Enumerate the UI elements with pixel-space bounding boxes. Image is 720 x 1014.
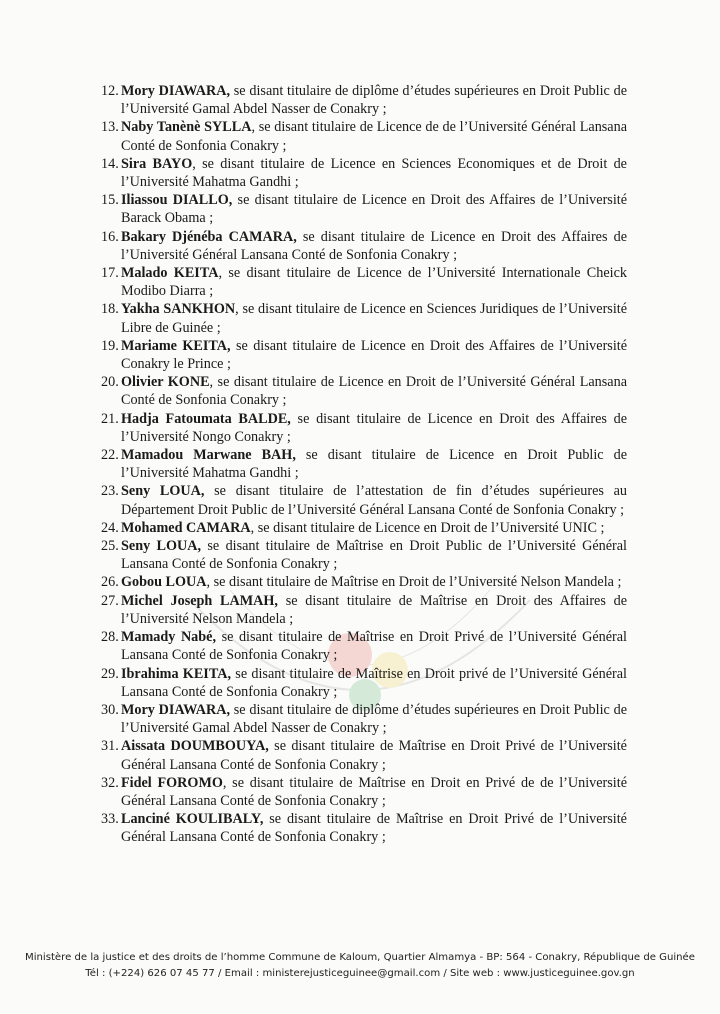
item-number: 25. — [101, 538, 119, 555]
list-item — [101, 228, 627, 264]
item-number: 27. — [101, 592, 119, 609]
item-number: 13. — [101, 119, 119, 136]
item-description: se disant titulaire de Licence en Droit des Affaires de l’Université Nongo Conakry ; — [121, 410, 627, 445]
footer — [0, 950, 720, 982]
list-item — [101, 519, 627, 537]
item-description: se disant titulaire de Maîtrise en Droit des Affaires de l’Université Nelson Mandela ; — [121, 592, 627, 627]
person-name: Sira BAYO — [121, 155, 193, 172]
footer-address: Ministère de la justice et des droits de l’homme Commune de Kaloum, Quartier Almamya - BP: 564 - Conakry, République de Guinée — [25, 952, 695, 963]
item-description: se disant titulaire de Maîtrise en Droit Privé de l’Université Général Lansana Conté de Sonfonia Conakry ; — [121, 738, 627, 773]
item-description: , se disant titulaire de Licence en Sciences Economiques et de Droit de l’Université Mahatma Gandhi ; — [121, 155, 627, 191]
list-item — [101, 155, 627, 191]
list-item — [101, 665, 627, 701]
item-number: 30. — [101, 701, 119, 718]
item-description: se disant titulaire de diplôme d’études supérieures en Droit Public de l’Université Gamal Abdel Nasser de Conakry ; — [121, 701, 627, 737]
item-number: 12. — [101, 83, 119, 99]
person-name: Lanciné KOULIBALY, — [121, 811, 264, 828]
item-description: se disant titulaire de Licence en Droit des Affaires de l’Université Conakry le Prince ; — [121, 337, 627, 373]
person-name: Gobou LOUA — [121, 574, 207, 591]
list-item — [101, 118, 627, 154]
item-number: 33. — [101, 811, 119, 828]
item-description: , se disant titulaire de Maîtrise en Droit de l’Université Nelson Mandela ; — [206, 574, 622, 591]
list-item — [101, 446, 627, 482]
item-description: , se disant titulaire de Licence en Sciences Juridiques de l’Université Libre de Guinée ; — [121, 301, 628, 336]
item-number: 28. — [101, 629, 119, 646]
item-number: 24. — [101, 519, 119, 536]
person-name: Fidel FOROMO — [121, 774, 223, 791]
person-name: Michel Joseph LAMAH, — [121, 592, 278, 609]
list-item — [101, 737, 627, 773]
person-name: Iliassou DIALLO, — [121, 192, 233, 209]
person-name: Mariame KEITA, — [121, 337, 231, 354]
item-description: se disant titulaire de Licence en Droit des Affaires de l’Université Général Lansana Conté de Sonfonia Conakry ; — [121, 228, 627, 263]
item-description: se disant titulaire de Maîtrise en Droit privé de l’Université Général Lansana Conté de Sonfonia Conakry ; — [121, 665, 627, 700]
list-item — [101, 410, 627, 446]
item-description: se disant titulaire de Licence en Droit Public de l’Université Mahatma Gandhi ; — [121, 447, 627, 482]
person-name: Naby Tanènè SYLLA — [121, 119, 252, 136]
item-description: se disant titulaire de Licence en Droit des Affaires de l’Université Barack Obama ; — [121, 192, 627, 227]
item-description: , se disant titulaire de Licence de l’Université Internationale Cheick Modibo Diarra ; — [121, 265, 627, 300]
list-item — [101, 482, 627, 518]
person-name: Seny LOUA, — [121, 483, 205, 500]
item-number: 32. — [101, 774, 119, 791]
item-number: 18. — [101, 301, 119, 318]
person-name: Mamadou Marwane BAH, — [121, 447, 296, 464]
list-item — [101, 774, 627, 810]
person-list — [101, 82, 627, 847]
list-item — [101, 573, 627, 591]
item-number: 31. — [101, 738, 119, 755]
item-number: 23. — [101, 483, 119, 500]
person-name: Yakha SANKHON — [121, 301, 236, 318]
item-description: se disant titulaire de Maîtrise en Droit Privé de l’Université Général Lansana Conté de Sonfonia Conakry ; — [121, 811, 627, 846]
person-name: Hadja Fatoumata BALDE, — [121, 410, 291, 427]
item-number: 16. — [101, 228, 119, 245]
item-description: se disant titulaire de Maîtrise en Droit Privé de l’Université Général Lansana Conté de Sonfonia Conakry ; — [121, 629, 627, 664]
item-description: se disant titulaire de diplôme d’études supérieures en Droit Public de l’Université Gamal Abdel Nasser de Conakry ; — [121, 83, 627, 118]
person-name: Olivier KONE — [121, 374, 210, 391]
item-number: 29. — [101, 665, 119, 682]
item-description: se disant titulaire de Maîtrise en Droit Public de l’Université Général Lansana Conté de Sonfonia Conakry ; — [121, 538, 627, 573]
list-item — [101, 82, 627, 118]
list-item — [101, 264, 627, 300]
item-number: 17. — [101, 265, 119, 282]
person-name: Ibrahima KEITA, — [121, 665, 232, 682]
list-item — [101, 628, 627, 664]
footer-contact: Tél : (+224) 626 07 45 77 / Email : ministerejusticeguinee@gmail.com / Site web : www.justiceguinee.gov.gn — [85, 968, 635, 979]
list-item — [101, 337, 627, 373]
item-number: 20. — [101, 374, 119, 391]
item-description: se disant titulaire de l’attestation de fin d’études supérieures au Département Droit Public de l’Université Général Lansana Conté de Sonfonia Conakry ; — [121, 483, 628, 518]
list-item — [101, 592, 627, 628]
person-name: Aissata DOUMBOUYA, — [121, 738, 269, 755]
item-number: 19. — [101, 337, 119, 354]
item-number: 26. — [101, 574, 119, 591]
item-number: 21. — [101, 410, 119, 427]
item-description: , se disant titulaire de Licence en Droit de l’Université UNIC ; — [250, 519, 605, 536]
item-number: 22. — [101, 447, 119, 464]
list-item — [101, 300, 627, 336]
person-name: Seny LOUA, — [121, 538, 202, 555]
person-name: Malado KEITA — [121, 265, 219, 282]
list-item — [101, 701, 627, 737]
item-number: 15. — [101, 192, 119, 209]
person-name: Bakary Djénéba CAMARA, — [121, 228, 297, 245]
list-item — [101, 810, 627, 846]
item-description: , se disant titulaire de Maîtrise en Droit en Privé de de l’Université Général Lansana Conté de Sonfonia Conakry ; — [121, 774, 627, 809]
item-description: , se disant titulaire de Licence en Droit de l’Université Général Lansana Conté de Sonfonia Conakry ; — [121, 374, 627, 409]
person-name: Mamady Nabé, — [121, 629, 217, 646]
person-name: Mory DIAWARA, — [121, 701, 230, 718]
list-item — [101, 373, 627, 409]
item-description: , se disant titulaire de Licence de de l’Université Général Lansana Conté de Sonfonia Conakry ; — [121, 119, 627, 154]
person-name: Mohamed CAMARA — [121, 519, 251, 536]
person-name: Mory DIAWARA, — [121, 83, 230, 99]
list-item — [101, 537, 627, 573]
list-item — [101, 191, 627, 227]
item-number: 14. — [101, 155, 119, 172]
